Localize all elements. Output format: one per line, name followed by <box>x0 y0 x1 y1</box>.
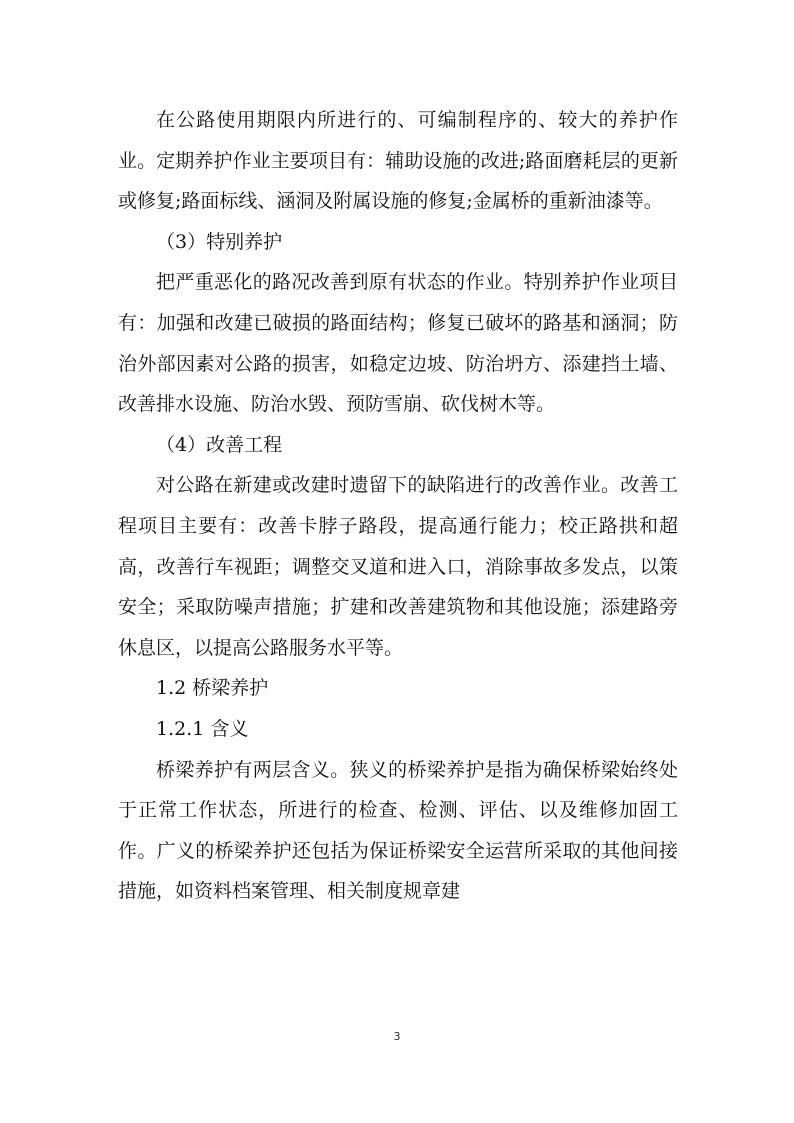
heading-bridge-maintenance: 1.2 桥梁养护 <box>156 677 269 700</box>
paragraph-improvement-works: 对公路在新建或改建时遗留下的缺陷进行的改善作业。改善工程项目主要有：改善卡脖子路段，提高通行能力；校正路拱和超高，改善行车视距；调整交叉道和进入口，消除事故多发点，以策安全；采取防噪声措施；扩建和改善建筑物和其他设施；添建路旁休息区，以提高公路服务水平等。 <box>118 474 678 659</box>
heading-improvement-works: （4）改善工程 <box>156 433 283 456</box>
page-number: 3 <box>393 1030 401 1043</box>
heading-special-maintenance: （3）特别养护 <box>156 230 283 253</box>
paragraph-bridge-definition: 桥梁养护有两层含义。狭义的桥梁养护是指为确保桥梁始终处于正常工作状态，所进行的检查、检测、评估、以及维修加固工作。广义的桥梁养护还包括为保证桥梁安全运营所采取的其他间接措施，如资料档案管理、相关制度规章建 <box>118 758 678 903</box>
paragraph-periodic-maintenance: 在公路使用期限内所进行的、可编制程序的、较大的养护作业。定期养护作业主要项目有：辅助设施的改进;路面磨耗层的更新或修复;路面标线、涵洞及附属设施的修复;金属桥的重新油漆等。 <box>118 109 678 213</box>
heading-definition: 1.2.1 含义 <box>156 717 249 740</box>
document-body <box>118 100 678 912</box>
paragraph-special-maintenance: 把严重恶化的路况改善到原有状态的作业。特别养护作业项目有：加强和改建已破损的路面结构；修复已破坏的路基和涵洞；防治外部因素对公路的损害，如稳定边坡、防治坍方、添建挡土墙、改善排水设施、防治水毁、预防雪崩、砍伐树木等。 <box>118 271 678 416</box>
